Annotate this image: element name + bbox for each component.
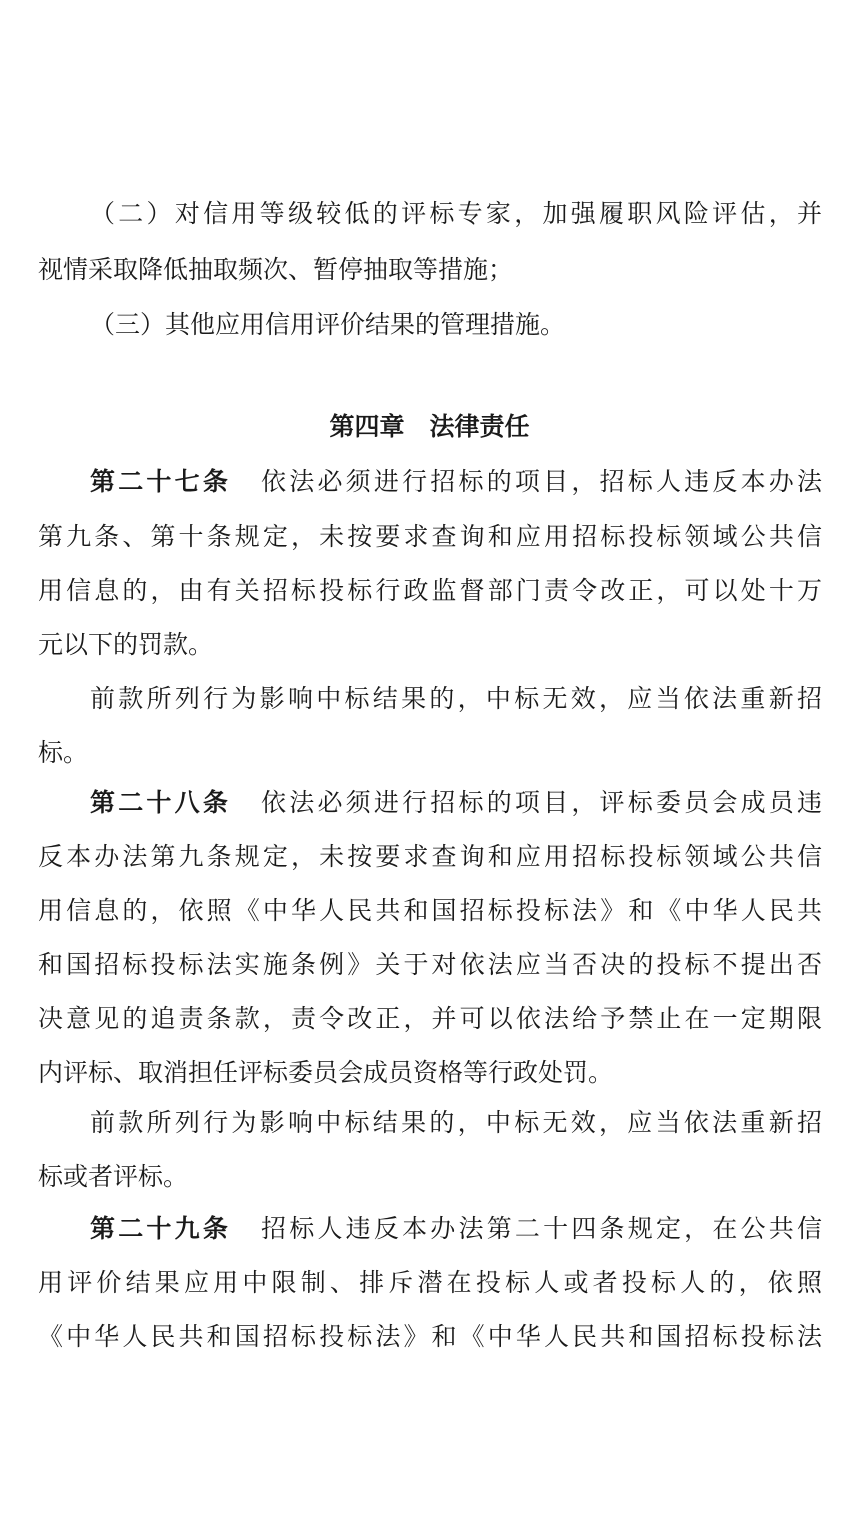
article-28-text-1: 依法必须进行招标的项目，评标委员会成员违	[261, 788, 822, 817]
article-27-para2-line-1: 前款所列行为影响中标结果的，中标无效，应当依法重新招	[90, 684, 822, 713]
article-29-line-2: 用评价结果应用中限制、排斥潜在投标人或者投标人的，依照	[38, 1268, 822, 1297]
clause-item-2-line-1: （二）对信用等级较低的评标专家，加强履职风险评估，并	[90, 199, 822, 228]
article-28-line-4: 和国招标投标法实施条例》关于对依法应当否决的投标不提出否	[38, 950, 822, 979]
article-27-line-4: 元以下的罚款。	[38, 630, 214, 659]
article-29-line-3: 《中华人民共和国招标投标法》和《中华人民共和国招标投标法	[38, 1322, 822, 1351]
clause-item-3-line-1: （三）其他应用信用评价结果的管理措施。	[90, 310, 566, 339]
article-27-line-1	[90, 465, 822, 499]
article-28-para2-line-2: 标或者评标。	[38, 1162, 189, 1191]
article-29-line-1	[90, 1212, 822, 1246]
chapter-heading: 第四章 法律责任	[329, 412, 530, 441]
article-29-text-1: 招标人违反本办法第二十四条规定，在公共信	[261, 1214, 822, 1243]
article-28-para2-line-1: 前款所列行为影响中标结果的，中标无效，应当依法重新招	[90, 1108, 822, 1137]
article-28-line-3: 用信息的，依照《中华人民共和国招标投标法》和《中华人民共	[38, 896, 822, 925]
article-27-line-3: 用信息的，由有关招标投标行政监督部门责令改正，可以处十万	[38, 576, 822, 605]
article-27-title: 第二十七条	[90, 467, 232, 496]
article-27-text-1: 依法必须进行招标的项目，招标人违反本办法	[261, 467, 822, 496]
article-29-title: 第二十九条	[90, 1214, 232, 1243]
article-28-line-6: 内评标、取消担任评标委员会成员资格等行政处罚。	[38, 1058, 614, 1087]
article-28-line-1	[90, 786, 822, 820]
article-28-line-2: 反本办法第九条规定，未按要求查询和应用招标投标领域公共信	[38, 842, 822, 871]
article-27-line-2: 第九条、第十条规定，未按要求查询和应用招标投标领域公共信	[38, 522, 822, 551]
clause-item-2-line-2: 视情采取降低抽取频次、暂停抽取等措施；	[38, 255, 514, 284]
article-28-line-5: 决意见的追责条款，责令改正，并可以依法给予禁止在一定期限	[38, 1004, 822, 1033]
article-28-title: 第二十八条	[90, 788, 232, 817]
article-27-para2-line-2: 标。	[38, 738, 89, 767]
